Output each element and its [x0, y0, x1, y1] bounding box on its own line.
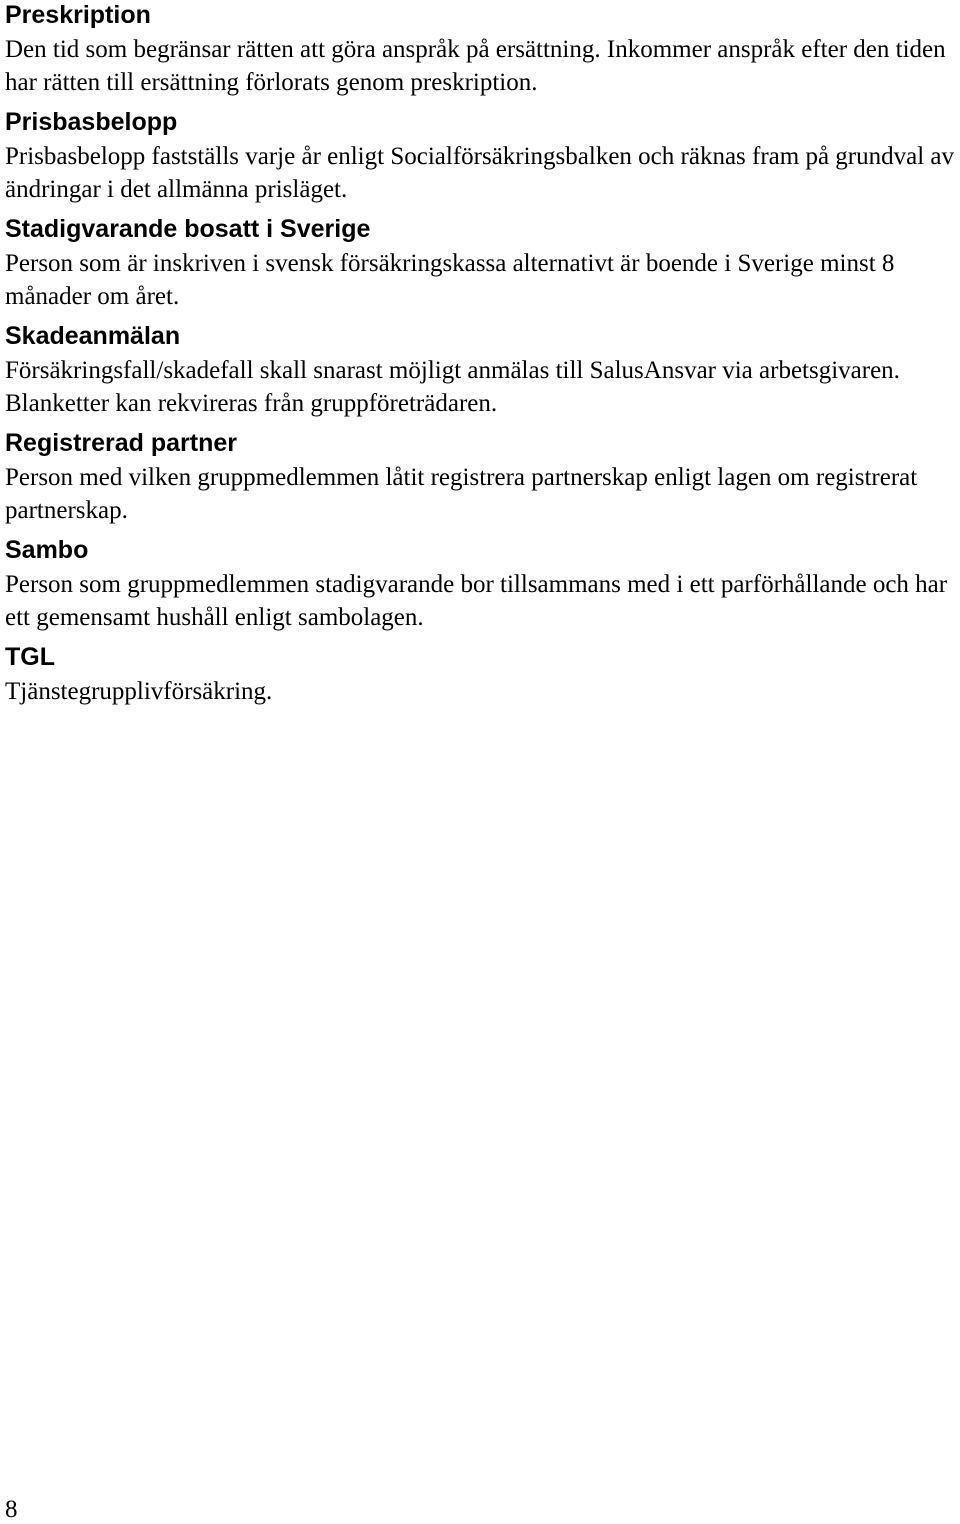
glossary-definition: Tjänstegrupplivförsäkring. [5, 678, 273, 705]
glossary [5, 0, 955, 716]
glossary-definition: Person som gruppmedlemmen stadigvarande bor tillsammans med i ett parförhållande och har ett gemensamt hushåll enligt sambolagen. [5, 571, 948, 631]
page-number: 8 [5, 1496, 18, 1523]
glossary-term: Skadeanmälan [5, 322, 181, 350]
glossary-term: TGL [5, 643, 55, 671]
glossary-entry-sambo [5, 535, 955, 634]
glossary-definition: Person med vilken gruppmedlemmen låtit registrera partnerskap enligt lagen om registrerat partnerskap. [5, 464, 918, 524]
glossary-term: Stadigvarande bosatt i Sverige [5, 215, 371, 243]
glossary-definition: Den tid som begränsar rätten att göra anspråk på ersättning. Inkommer anspråk efter den tiden har rätten till ersättning förlorats genom preskription. [5, 36, 946, 96]
glossary-definition: Person som är inskriven i svensk försäkringskassa alternativt är boende i Sverige minst 8 månader om året. [5, 250, 895, 310]
glossary-term: Registrerad partner [5, 429, 238, 457]
glossary-entry-prisbasbelopp [5, 107, 955, 206]
glossary-entry-registrerad-partner [5, 428, 955, 527]
glossary-term: Sambo [5, 536, 89, 564]
glossary-entry-tgl [5, 642, 955, 708]
glossary-definition: Prisbasbelopp fastställs varje år enligt Socialförsäkringsbalken och räknas fram på grundval av ändringar i det allmänna prisläget. [5, 143, 955, 203]
glossary-term: Preskription [5, 1, 151, 29]
glossary-term: Prisbasbelopp [5, 108, 178, 136]
glossary-entry-skadeanmalan [5, 321, 955, 420]
glossary-entry-stadigvarande-bosatt [5, 214, 955, 313]
glossary-definition: Försäkringsfall/skadefall skall snarast möjligt anmälas till SalusAnsvar via arbetsgivaren. Blanketter kan rekvireras från gruppföreträdaren. [5, 357, 900, 417]
glossary-entry-preskription [5, 0, 955, 99]
